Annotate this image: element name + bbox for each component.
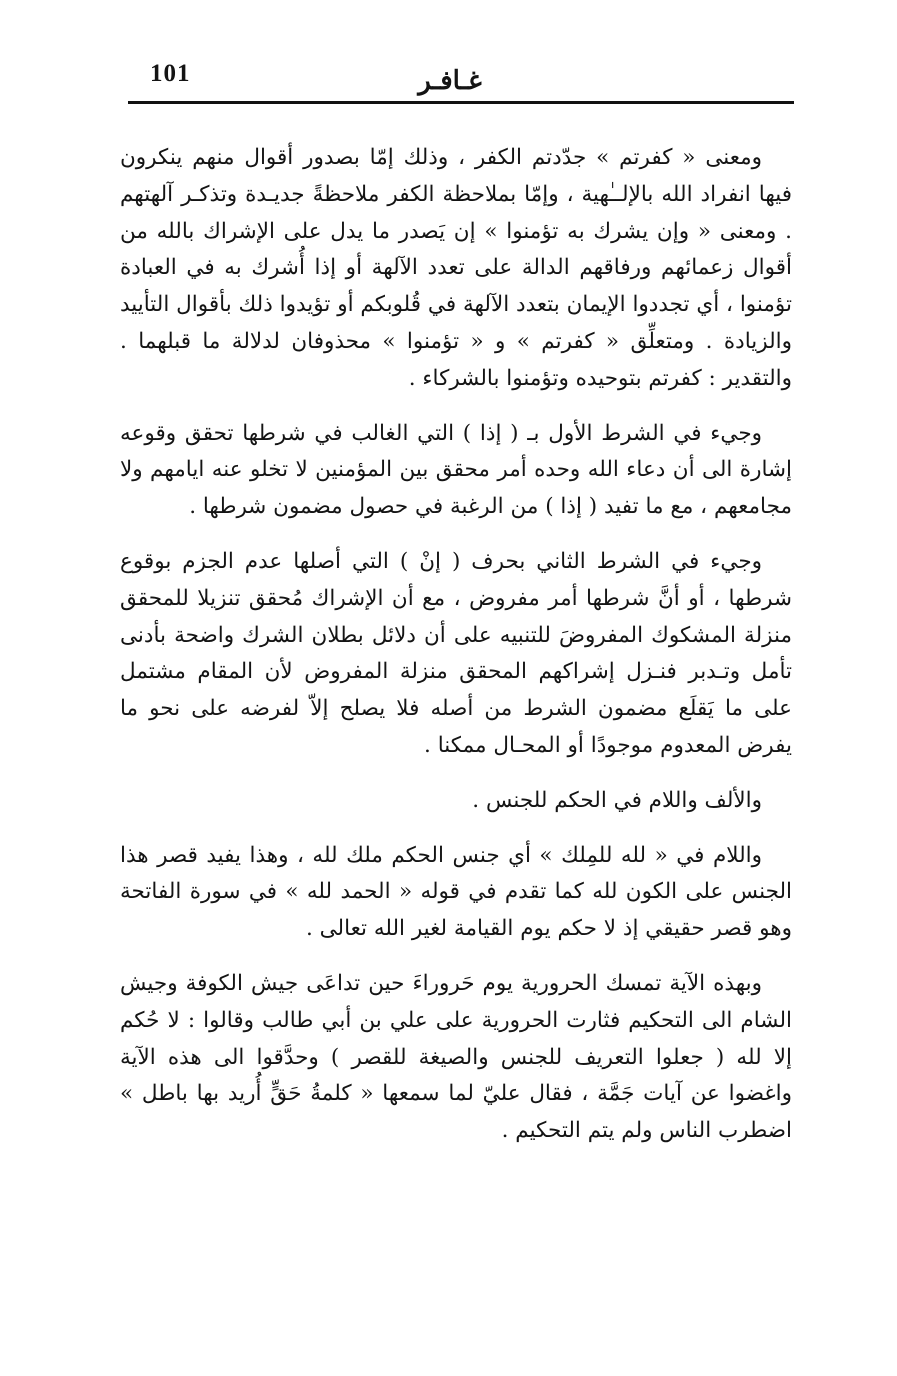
body-text [120,140,792,1168]
paragraph: والألف واللام في الحكم للجنس . [472,787,762,813]
page-number: 101 [150,60,191,87]
paragraph: واللام في « لله للمِلك » أي جنس الحكم ملك لله ، وهذا يفيد قصر هذا الجنس على الكون لله كما تقدم في قوله « الحمد لله » في سورة الفاتحة وهو قصر حقيقي إذ لا حكم يوم القيامة لغير الله تعالى . [120,842,792,942]
running-title: غـافـر [418,66,482,96]
paragraph: ومعنى « كفرتم » جدّدتم الكفر ، وذلك إمّا بصدور أقوال منهم ينكرون فيها انفراد الله بالإلــٰهية ، وإمّا بملاحظة الكفر ملاحظةً جديـدة وتذكـر آلهتهم . ومعنى « وإن يشرك به تؤمنوا » إن يَصدر ما يدل على الإشراك بالله من أقوال زعمائهم ورفاقهم الدالة على تعدد الآلهة أو إذا أُشرك به في العبادة تؤمنوا ، أي تجددوا الإيمان بتعدد الآلهة في قُلوبكم أو تؤيدوا ذلك بأقوال التأييد والزيادة . ومتعلِّق « كفرتم » و « تؤمنوا » محذوفان لدلالة ما قبلهما . والتقدير : كفرتم بتوحيده وتؤمنوا بالشركاء . [120,145,792,391]
paragraph: وجيء في الشرط الثاني بحرف ( إنْ ) التي أصلها عدم الجزم بوقوع شرطها ، أو أنَّ شرطها أمر مفروض ، مع أن الإشراك مُحقق تنزيلا للمحقق منزلة المشكوك المفروضَ للتنبيه على أن دلائل بطلان الشرك واضحة بأدنى تأمل وتـدبر فنـزل إشراكهم المحقق منزلة المفروض لأن المقام مشتمل على ما يَقلَع مضمون الشرط من أصله فلا يصلح إلاّ لفرضه على نحو ما يفرض المعدوم موجودًا أو المحـال ممكنا . [120,548,792,758]
paragraph: وبهذه الآية تمسك الحرورية يوم حَروراءَ حين تداعَى جيش الكوفة وجيش الشام الى التحكيم فثارت الحرورية على علي بن أبي طالب وقالوا : لا حُكم إلا لله ( جعلوا التعريف للجنس والصيغة للقصر ) وحدَّقوا الى هذه الآية واغضوا عن آيات جَمَّة ، فقال عليّ لما سمعها « كلمةُ حَقٍّ أُريد بها باطل » اضطرب الناس ولم يتم التحكيم . [120,970,792,1144]
paragraph: وجيء في الشرط الأول بـ ( إذا ) التي الغالب في شرطها تحقق وقوعه إشارة الى أن دعاء الله وحده أمر محقق بين المؤمنين لا تخلو عنه ايامهم ولا مجامعهم ، مع ما تفيد ( إذا ) من الرغبة في حصول مضمون شرطها . [120,420,792,520]
header-divider [128,101,794,104]
